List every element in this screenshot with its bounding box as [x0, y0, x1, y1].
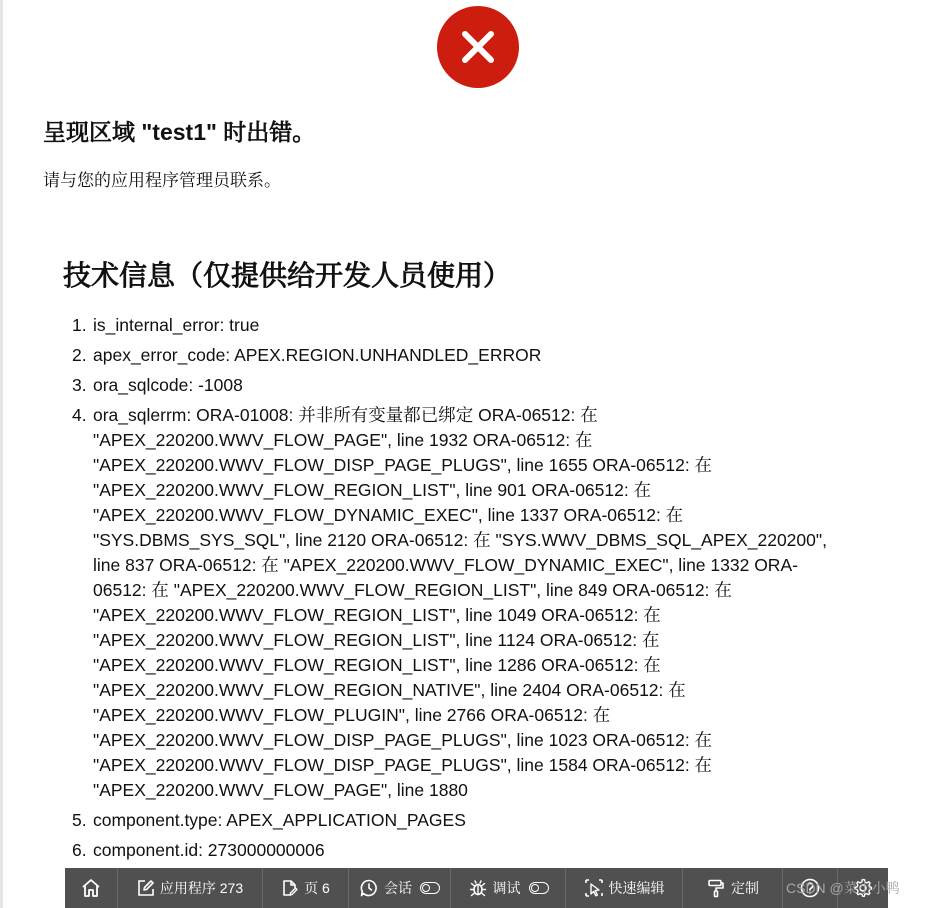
quick-edit-label: 快速编辑 — [608, 880, 665, 896]
session-toggle[interactable] — [420, 882, 440, 894]
list-item-number: 1. — [72, 315, 87, 335]
list-item-text-line: "APEX_220200.WWV_FLOW_DISP_PAGE_PLUGS", line 1023 ORA-06512: 在 — [93, 730, 713, 750]
debug-button[interactable] — [451, 868, 566, 908]
technical-info-list — [72, 313, 827, 868]
list-item — [72, 343, 823, 368]
application-label: 应用程序 273 — [159, 880, 244, 896]
list-item — [72, 838, 823, 863]
quick-edit-button[interactable] — [566, 868, 683, 908]
left-edge-divider — [0, 0, 3, 908]
list-item — [72, 373, 823, 398]
list-item-text-line: "APEX_220200.WWV_FLOW_PAGE", line 1880 — [93, 780, 468, 800]
paint-roller-icon — [706, 878, 726, 898]
list-item-text-line: "APEX_220200.WWV_FLOW_REGION_LIST", line 1049 ORA-06512: 在 — [93, 605, 661, 625]
list-item-text-line: ora_sqlcode: -1008 — [93, 375, 243, 395]
quick-edit-icon — [584, 878, 604, 898]
list-item-text-line: "APEX_220200.WWV_FLOW_REGION_NATIVE", line 2404 ORA-06512: 在 — [93, 680, 686, 700]
list-item-text-line: "APEX_220200.WWV_FLOW_REGION_LIST", line 1124 ORA-06512: 在 — [93, 630, 660, 650]
list-item-number: 4. — [72, 405, 87, 425]
debug-toggle[interactable] — [529, 882, 549, 894]
developer-toolbar — [65, 868, 888, 908]
list-item-number: 3. — [72, 375, 87, 395]
list-item-text-line: line 837 ORA-06512: 在 "APEX_220200.WWV_FLOW_DYNAMIC_EXEC", line 1332 ORA- — [93, 555, 798, 575]
error-title: 呈现区域 "test1" 时出错。 — [43, 119, 316, 145]
list-item — [72, 313, 823, 338]
list-item-text-line: "APEX_220200.WWV_FLOW_DISP_PAGE_PLUGS", line 1584 ORA-06512: 在 — [93, 755, 713, 775]
customize-button[interactable] — [683, 868, 783, 908]
list-item-text-line: 06512: 在 "APEX_220200.WWV_FLOW_REGION_LIST", line 849 ORA-06512: 在 — [93, 580, 732, 600]
list-item — [72, 808, 823, 833]
technical-info-title: 技术信息（仅提供给开发人员使用） — [63, 260, 512, 291]
csdn-watermark: CSDN @菜小小鸭 — [786, 880, 900, 896]
page-label: 页 6 — [304, 880, 330, 896]
session-icon — [359, 878, 379, 898]
edit-icon — [137, 879, 155, 897]
list-item-text-line: "APEX_220200.WWV_FLOW_DISP_PAGE_PLUGS", line 1655 ORA-06512: 在 — [93, 455, 713, 475]
list-item-text-line: "APEX_220200.WWV_FLOW_PAGE", line 1932 ORA-06512: 在 — [93, 430, 593, 450]
bug-icon — [468, 878, 488, 898]
list-item-text-line: "APEX_220200.WWV_FLOW_REGION_LIST", line 1286 ORA-06512: 在 — [93, 655, 661, 675]
page-edit-icon — [281, 879, 299, 897]
session-button[interactable] — [349, 868, 451, 908]
list-item-text-line: "APEX_220200.WWV_FLOW_REGION_LIST", line 901 ORA-06512: 在 — [93, 480, 652, 500]
list-item-number: 6. — [72, 840, 87, 860]
session-label: 会话 — [384, 880, 412, 896]
error-message: 请与您的应用程序管理员联系。 — [43, 171, 281, 190]
home-icon — [80, 877, 102, 899]
list-item-text-line: "APEX_220200.WWV_FLOW_DYNAMIC_EXEC", line 1337 ORA-06512: 在 — [93, 505, 684, 525]
list-item-text-line: ora_sqlerrm: ORA-01008: 并非所有变量都已绑定 ORA-06512: 在 — [93, 405, 598, 425]
list-item-text-line: is_internal_error: true — [93, 315, 260, 335]
application-button[interactable] — [118, 868, 263, 908]
debug-label: 调试 — [492, 880, 521, 896]
home-button[interactable] — [65, 868, 118, 908]
list-item — [72, 403, 827, 803]
error-x-icon — [437, 6, 519, 88]
list-item-text-line: "SYS.DBMS_SYS_SQL", line 2120 ORA-06512: 在 "SYS.WWV_DBMS_SQL_APEX_220200", — [93, 530, 827, 550]
list-item-text-line: component.type: APEX_APPLICATION_PAGES — [93, 810, 466, 830]
list-item-text-line: component.id: 273000000006 — [93, 840, 325, 860]
list-item-text-line: "APEX_220200.WWV_FLOW_PLUGIN", line 2766 ORA-06512: 在 — [93, 705, 611, 725]
customize-label: 定制 — [731, 880, 759, 896]
list-item-number: 5. — [72, 810, 87, 830]
list-item-number: 2. — [72, 345, 87, 365]
list-item-text-line: apex_error_code: APEX.REGION.UNHANDLED_ERROR — [93, 345, 542, 365]
page-button[interactable] — [263, 868, 349, 908]
